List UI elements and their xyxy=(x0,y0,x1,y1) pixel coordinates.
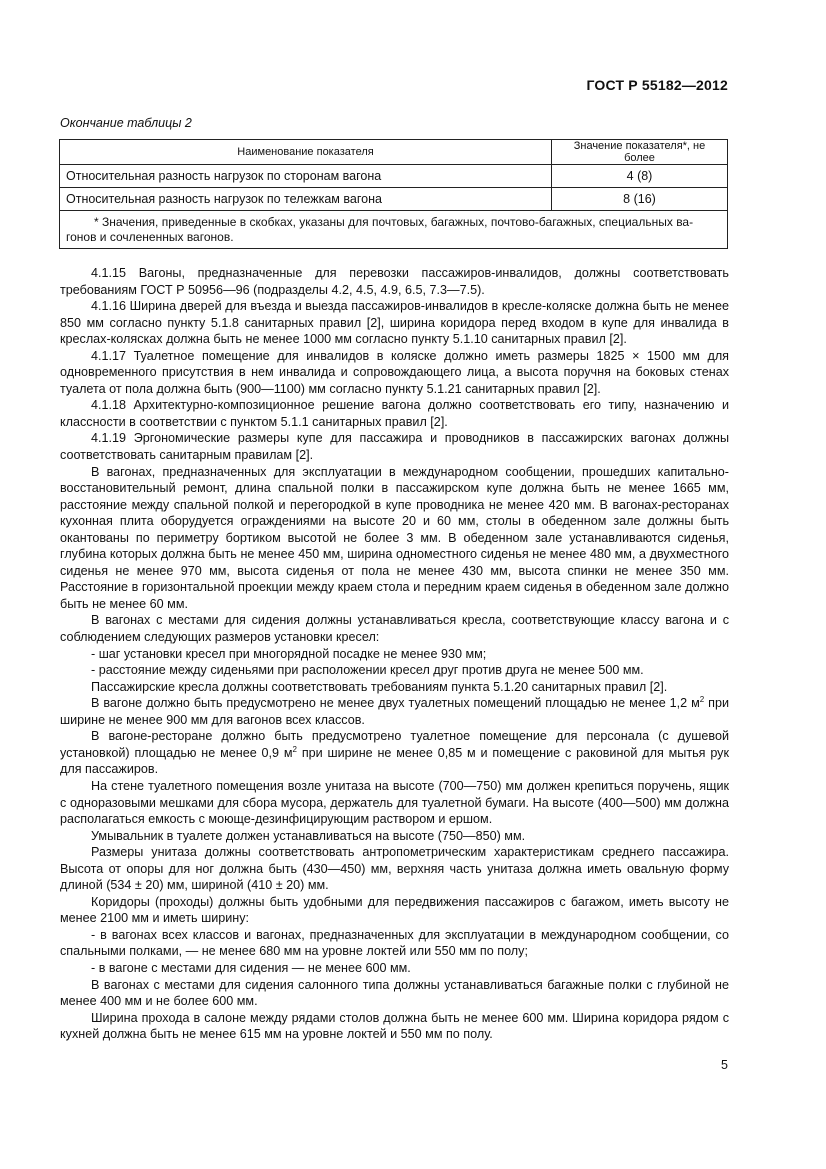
list-item: - в вагонах всех классов и вагонах, предназначенных для эксплуатации в международном сообщении, со спальными полками, — не менее 680 мм на уровне локтей или 550 мм по полу; xyxy=(60,927,729,959)
footnote-second-line: гонов и сочлененных вагонов. xyxy=(66,230,234,244)
paragraph-staff-toilet xyxy=(60,728,729,778)
table-row xyxy=(60,188,728,211)
text-part: В вагоне должно быть предусмотрено не менее двух туалетных помещений площадью не менее 1,2 м xyxy=(91,696,700,711)
paragraph-handrail: На стене туалетного помещения возле унитаза на высоте (700—750) мм должен крепиться поручень, ящик с одноразовыми мешками для сбора мусора, держатель для туалетной бумаги. На высоте (400—500) мм должна располагаться емкость с моюще-дезинфицирующим раствором и ершом. xyxy=(60,778,729,827)
paragraph-luggage-racks: В вагонах с местами для сидения салонного типа должны устанавливаться багажные полки с глубиной не менее 400 мм и не более 600 мм. xyxy=(60,977,729,1009)
column-header-value: Значение показателя*, не более xyxy=(552,140,728,165)
text-part: при ширине не менее 900 мм для вагонов всех классов. xyxy=(60,696,729,727)
text-part: В вагоне-ресторане должно быть предусмотрено туалетное помещение для персонала (с душевой установкой) площадью не менее 0,9 м xyxy=(60,729,729,760)
paragraph-4-1-18: 4.1.18 Архитектурно-композиционное решение вагона должно соответствовать его типу, назначению и классности в соответствии с пунктом 5.1.1 санитарных правил [2]. xyxy=(60,398,729,429)
row-value: 4 (8) xyxy=(552,165,728,188)
table-caption: Окончание таблицы 2 xyxy=(60,116,192,130)
row-name: Относительная разность нагрузок по сторонам вагона xyxy=(60,165,552,188)
table-footnote-row xyxy=(60,211,728,249)
paragraph-international: В вагонах, предназначенных для эксплуатации в международном сообщении, прошедших капитально-восстановительный ремонт, длина спальной полки в пассажирском купе должна быть не менее 1665 мм, расстояние между спальной полкой и перегородкой в купе проводника не менее 420 мм. В вагонах-ресторанах кухонная плита оборудуется ограждениями на высоте 20 и 60 мм, столы в обеденном зале должны быть окантованы по периметру бортиком высотой не более 3 мм. В обеденном зале устанавливаются сиденья, глубина которых должна быть не менее 450 мм, ширина одноместного сиденья не менее 480 мм, а двухместного сиденья не менее 970 мм, высота сиденья от пола не менее 430 мм, высота спинки не менее 350 мм. Расстояние в горизонтальной проекции между краем стола и передним краем сиденья в обеденном зале должно быть не менее 60 мм. xyxy=(60,464,729,611)
page-number: 5 xyxy=(721,1058,728,1072)
table-footnote xyxy=(60,211,728,249)
paragraph-4-1-17: 4.1.17 Туалетное помещение для инвалидов в коляске должно иметь размеры 1825 × 1500 мм для одновременного присутствия в нем инвалида и сопровождающего лица, а высота поручня на боковых стенах туалета от пола должна быть (900—1100) мм согласно пункту 5.1.21 санитарных правил [2]. xyxy=(60,348,729,396)
paragraph-aisle-width: Ширина прохода в салоне между рядами столов должна быть не менее 600 мм. Ширина коридора рядом с кухней должна быть не менее 615 мм на уровне локтей и 550 мм по полу. xyxy=(60,1010,729,1042)
paragraph-seats: В вагонах с местами для сидения должны устанавливаться кресла, соответствующие классу вагона и с соблюдением следующих размеров установки кресел: xyxy=(60,613,729,645)
document-header: ГОСТ Р 55182—2012 xyxy=(586,77,728,93)
indicators-table xyxy=(59,139,728,249)
list-item: - в вагоне с местами для сидения — не менее 600 мм. xyxy=(91,960,411,975)
paragraph-corridors: Коридоры (проходы) должны быть удобными для передвижения пассажиров с багажом, иметь высоту не менее 2100 мм и иметь ширину: xyxy=(60,894,729,926)
paragraph-seat-requirements: Пассажирские кресла должны соответствовать требованиям пункта 5.1.20 санитарных правил [2]. xyxy=(91,679,668,694)
table-row xyxy=(60,165,728,188)
body-text xyxy=(60,265,729,1043)
superscript: 2 xyxy=(699,695,705,705)
paragraph-toilets xyxy=(60,695,729,728)
column-header-name: Наименование показателя xyxy=(60,140,552,165)
paragraph-toilet-bowl: Размеры унитаза должны соответствовать антропометрическим характеристикам среднего пассажира. Высота от опоры для ног должна быть (430—450) мм, верхняя часть унитаза должна иметь овальную форму длиной (534 ± 20) мм, шириной (410 ± 20) мм. xyxy=(60,845,729,893)
list-item: - расстояние между сиденьями при расположении кресел друг против друга не менее 500 мм. xyxy=(91,663,644,678)
list-item: - шаг установки кресел при многорядной посадке не менее 930 мм; xyxy=(91,646,487,661)
paragraph-washbasin: Умывальник в туалете должен устанавливаться на высоте (750—850) мм. xyxy=(91,828,526,843)
table-header-row xyxy=(60,140,728,165)
paragraph-4-1-15: 4.1.15 Вагоны, предназначенные для перевозки пассажиров-инвалидов, должны соответствовать требованиям ГОСТ Р 50956—96 (подразделы 4.2, 4.5, 4.9, 6.5, 7.3—7.5). xyxy=(60,266,729,297)
paragraph-4-1-19: 4.1.19 Эргономические размеры купе для пассажира и проводников в пассажирских вагонах должны соответствовать санитарным правилам [2]. xyxy=(60,431,729,463)
superscript: 2 xyxy=(292,744,297,754)
footnote-first-line: * Значения, приведенные в скобках, указаны для почтовых, багажных, почтово-багажных, специальных ва- xyxy=(94,215,694,229)
row-value: 8 (16) xyxy=(552,188,728,211)
row-name: Относительная разность нагрузок по тележкам вагона xyxy=(60,188,552,211)
paragraph-4-1-16: 4.1.16 Ширина дверей для въезда и выезда пассажиров-инвалидов в кресле-коляске должна быть не менее 850 мм согласно пункту 5.1.8 санитарных правил [2], ширина коридора перед входом в купе для инвалида в креслах-колясках должна быть не менее 1000 мм согласно пункту 5.1.10 санитарных правил [2]. xyxy=(60,299,729,347)
text-part: при ширине не менее 0,85 м и помещение с раковиной для мытья рук для пассажиров. xyxy=(60,745,729,777)
